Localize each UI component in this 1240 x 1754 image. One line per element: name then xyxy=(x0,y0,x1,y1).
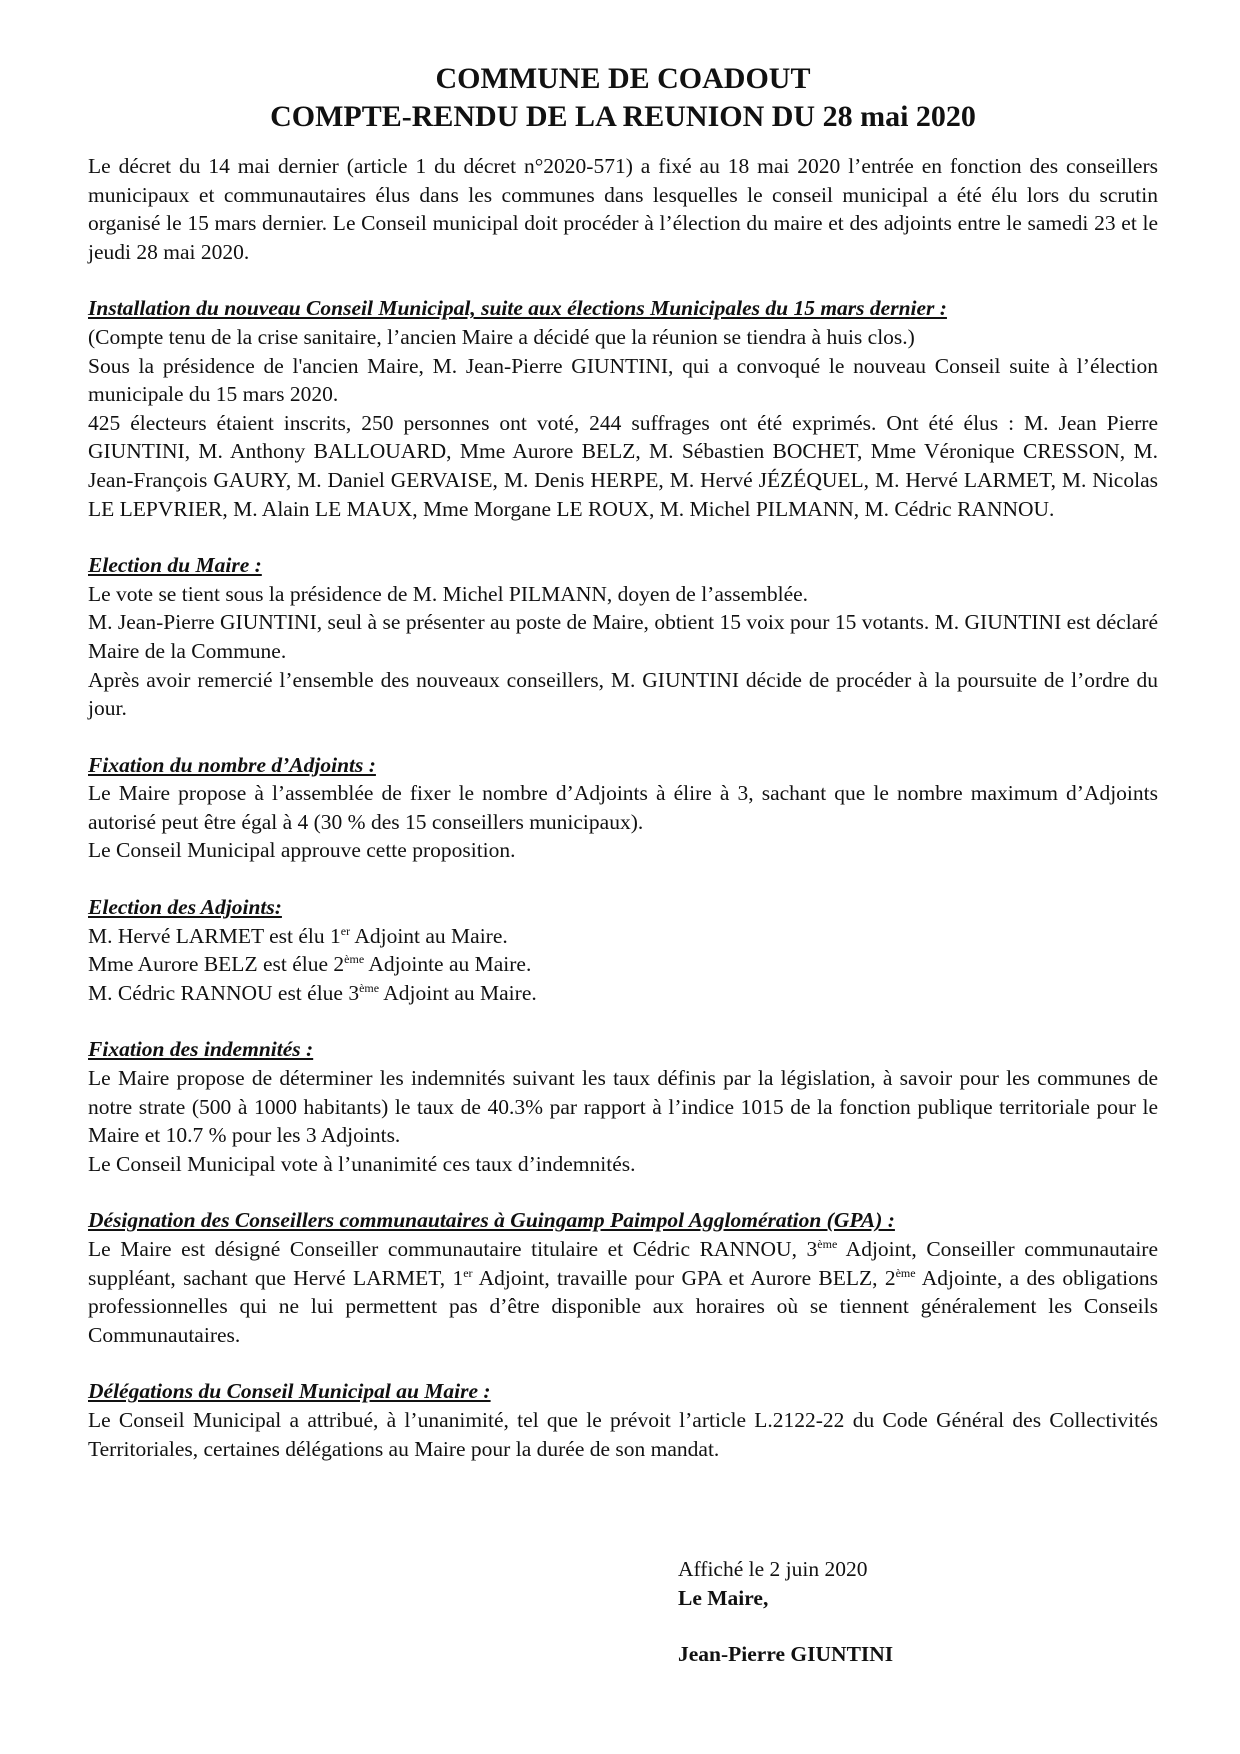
report-title: COMPTE-RENDU DE LA REUNION DU 28 mai 2020 xyxy=(270,100,976,133)
installation-note: (Compte tenu de la crise sanitaire, l’ancien Maire a décidé que la réunion se tiendra à huis clos.) xyxy=(88,324,915,349)
adjoint-2-line: Mme Aurore BELZ est élue 2ème Adjointe au Maire. xyxy=(88,952,532,977)
fixation-adjoints-proposal: Le Maire propose à l’assemblée de fixer le nombre d’Adjoints à élire à 3, sachant que le nombre maximum d’Adjoints autorisé peut être égal à 4 (30 % des 15 conseillers municipaux). xyxy=(88,781,1158,834)
document-page xyxy=(88,60,1158,1463)
section-delegations xyxy=(88,1377,1158,1463)
delegations-paragraph: Le Conseil Municipal a attribué, à l’unanimité, tel que le prévoit l’article L.2122-22 du Code Général des Collectivités Territoriales, certaines délégations au Maire pour la durée de son mandat. xyxy=(88,1407,1158,1461)
intro-paragraph: Le décret du 14 mai dernier (article 1 du décret n°2020-571) a fixé au 18 mai 2020 l’entrée en fonction des conseillers municipaux et communautaires élus dans les communes dans lesquelles le conseil municipal a été élu lors du scrutin organisé le 15 mars dernier. Le Conseil municipal doit procéder à l’élection du maire et des adjoints entre le samedi 23 et le jeudi 28 mai 2020. xyxy=(88,154,1158,264)
installation-presidence: Sous la présidence de l'ancien Maire, M. Jean-Pierre GIUNTINI, qui a convoqué le nouveau Conseil suite à l’élection municipale du 15 mars 2020. xyxy=(88,353,1158,407)
signature-title: Le Maire, xyxy=(678,1585,769,1610)
election-maire-next: Après avoir remercié l’ensemble des nouveaux conseillers, M. GIUNTINI décide de procéder à la poursuite de l’ordre du jour. xyxy=(88,667,1158,721)
designation-paragraph: Le Maire est désigné Conseiller communautaire titulaire et Cédric RANNOU, 3ème Adjoint, Conseiller communautaire suppléant, sachant que Hervé LARMET, 1er Adjoint, travaille pour GPA et Aurore BELZ, 2ème Adjointe, a des obligations professionnelles qui ne lui permettent pas d’être disponible aux horaires où se tiennent généralement les Conseils Communautaires. xyxy=(88,1237,1159,1347)
adjoint-3-line: M. Cédric RANNOU est élue 3ème Adjoint au Maire. xyxy=(88,980,537,1005)
section-election-maire xyxy=(88,551,1158,723)
designation-heading: Désignation des Conseillers communautaires à Guingamp Paimpol Agglomération (GPA) : xyxy=(88,1208,895,1233)
signature-name: Jean-Pierre GIUNTINI xyxy=(678,1642,894,1667)
indemnites-vote: Le Conseil Municipal vote à l’unanimité ces taux d’indemnités. xyxy=(88,1151,636,1176)
signature-block xyxy=(678,1555,1078,1669)
posted-date: Affiché le 2 juin 2020 xyxy=(678,1557,868,1581)
section-installation xyxy=(88,294,1158,523)
section-designation xyxy=(88,1206,1158,1349)
adjoint-1-line: M. Hervé LARMET est élu 1er Adjoint au Maire. xyxy=(88,923,508,948)
election-adjoints-heading: Election des Adjoints: xyxy=(88,895,282,920)
indemnites-heading: Fixation des indemnités : xyxy=(88,1037,314,1062)
indemnites-proposal: Le Maire propose de déterminer les indemnités suivant les taux définis par la législation, à savoir pour les communes de notre strate (500 à 1000 habitants) le taux de 40.3% par rapport à l’indice 1015 de la fonction publique territoriale pour le Maire et 10.7 % pour les 3 Adjoints. xyxy=(88,1066,1158,1148)
section-fixation-adjoints xyxy=(88,751,1158,865)
document-header xyxy=(88,60,1158,136)
fixation-adjoints-approval: Le Conseil Municipal approuve cette proposition. xyxy=(88,838,516,863)
delegations-heading: Délégations du Conseil Municipal au Maire : xyxy=(88,1379,491,1404)
commune-title: COMMUNE DE COADOUT xyxy=(435,62,811,95)
election-maire-presidence: Le vote se tient sous la présidence de M. Michel PILMANN, doyen de l’assemblée. xyxy=(88,581,809,606)
section-indemnites xyxy=(88,1035,1158,1178)
fixation-adjoints-heading: Fixation du nombre d’Adjoints : xyxy=(88,752,376,777)
installation-heading: Installation du nouveau Conseil Municipal, suite aux élections Municipales du 15 mars dernier : xyxy=(88,296,947,321)
election-maire-heading: Election du Maire : xyxy=(88,553,262,578)
election-maire-result: M. Jean-Pierre GIUNTINI, seul à se présenter au poste de Maire, obtient 15 voix pour 15 votants. M. GIUNTINI est déclaré Maire de la Commune. xyxy=(88,610,1158,663)
installation-results: 425 électeurs étaient inscrits, 250 personnes ont voté, 244 suffrages ont été exprimés. Ont été élus : M. Jean Pierre GIUNTINI, M. Anthony BALLOUARD, Mme Aurore BELZ, M. Sébastien BOCHET, Mme Véronique CRESSON, M. Jean-François GAURY, M. Daniel GERVAISE, M. Denis HERPE, M. Hervé JÉZÉQUEL, M. Hervé LARMET, M. Nicolas LE LEPVRIER, M. Alain LE MAUX, Mme Morgane LE ROUX, M. Michel PILMANN, M. Cédric RANNOU. xyxy=(88,410,1158,521)
section-election-adjoints xyxy=(88,893,1158,1007)
